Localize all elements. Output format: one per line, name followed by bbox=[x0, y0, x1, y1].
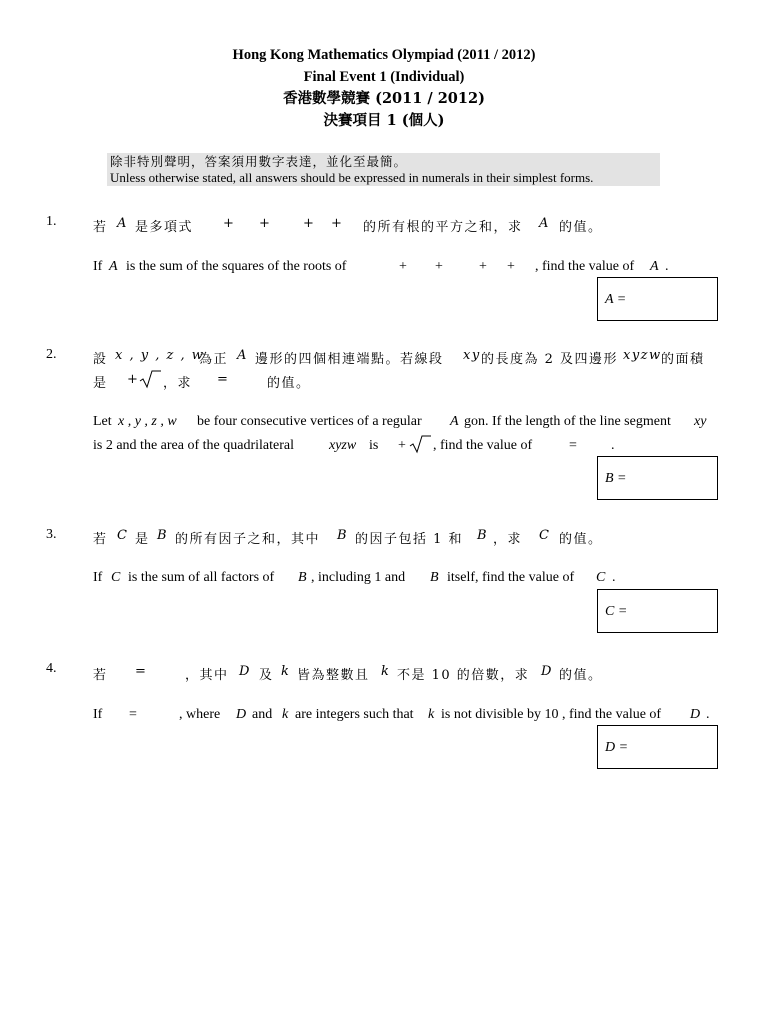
q4-en-text: , where bbox=[179, 707, 221, 722]
q2-en-text: , find the value of bbox=[433, 438, 533, 453]
q1-en-op: + bbox=[479, 259, 487, 274]
answer-box-d[interactable] bbox=[597, 725, 718, 769]
answer-box-a[interactable] bbox=[597, 277, 718, 321]
notice-en: Unless otherwise stated, all answers should be expressed in numerals in their simplest forms. bbox=[110, 170, 594, 185]
q2-zh-text: 的長度為 2 及四邊形 bbox=[481, 352, 619, 367]
question-4-number: 4. bbox=[46, 661, 57, 676]
q3-zh-var: B bbox=[337, 528, 349, 543]
question-2-zh-line-1 bbox=[93, 348, 713, 366]
q3-zh-text: 的因子包括 1 和 bbox=[355, 532, 464, 547]
title-en: Hong Kong Mathematics Olympiad (2011 / 2012) bbox=[232, 47, 536, 63]
q2-en-xyzw: xyzw bbox=[329, 438, 357, 453]
q2-en-op: = bbox=[569, 438, 577, 453]
answer-label-a: A = bbox=[605, 292, 627, 307]
answer-box-b[interactable] bbox=[597, 456, 718, 500]
question-3-number: 3. bbox=[46, 527, 57, 542]
q1-en-var: A bbox=[109, 259, 118, 274]
q1-zh-op: + bbox=[259, 216, 272, 231]
q3-en-text: itself, find the value of bbox=[447, 570, 575, 585]
q1-zh-var: A bbox=[117, 216, 128, 231]
q1-zh-op: + bbox=[331, 216, 344, 231]
instructions-notice bbox=[107, 153, 660, 186]
q4-zh-op: = bbox=[135, 664, 148, 679]
sqrt-icon bbox=[409, 435, 431, 455]
q2-en-op: + bbox=[398, 438, 406, 453]
q3-en-var: C bbox=[596, 570, 606, 585]
q3-en-text: , including 1 and bbox=[311, 570, 406, 585]
q2-zh-op: = bbox=[217, 372, 230, 387]
q1-zh-var: A bbox=[539, 216, 550, 231]
q3-zh-text: 若 bbox=[93, 532, 108, 547]
q1-en-text: , find the value of bbox=[535, 259, 635, 274]
q4-en-var: k bbox=[282, 707, 289, 722]
q1-en-op: + bbox=[507, 259, 515, 274]
q2-zh-vars: x , y , z , w bbox=[115, 348, 205, 363]
question-1-en bbox=[93, 259, 713, 277]
q2-zh-text: 為正 bbox=[199, 352, 229, 367]
q1-zh-op: + bbox=[303, 216, 316, 231]
q2-en-text: be four consecutive vertices of a regular bbox=[197, 414, 422, 429]
question-2-en-line-1 bbox=[93, 414, 718, 432]
q4-zh-var: k bbox=[281, 664, 291, 679]
q4-en-text: . bbox=[706, 707, 710, 722]
q1-en-op: + bbox=[435, 259, 443, 274]
q4-en-var: D bbox=[690, 707, 701, 722]
q2-zh-text: 的面積 bbox=[661, 352, 705, 367]
q2-zh-text: ，求 bbox=[163, 376, 193, 391]
question-1-zh bbox=[93, 216, 713, 234]
q1-en-text: is the sum of the squares of the roots of bbox=[126, 259, 347, 274]
question-3-zh bbox=[93, 528, 713, 546]
answer-label-d: D = bbox=[605, 740, 629, 755]
q2-en-text: gon. If the length of the line segment bbox=[464, 414, 671, 429]
q4-zh-text: 若 bbox=[93, 668, 108, 683]
q4-zh-var: D bbox=[239, 664, 251, 679]
q2-zh-xyzw: xyzw bbox=[623, 348, 662, 363]
question-2-number: 2. bbox=[46, 347, 57, 362]
sqrt-icon bbox=[139, 370, 161, 390]
q3-en-var: B bbox=[430, 570, 439, 585]
q2-zh-xy: xy bbox=[463, 348, 481, 363]
q1-en-var: A bbox=[650, 259, 659, 274]
q4-zh-text: 及 bbox=[259, 668, 274, 683]
q4-en-text: are integers such that bbox=[295, 707, 414, 722]
q3-zh-var: B bbox=[157, 528, 169, 543]
q3-zh-var: B bbox=[477, 528, 489, 543]
q4-en-text: and bbox=[252, 707, 273, 722]
question-3-en bbox=[93, 570, 713, 588]
q1-en-text: If bbox=[93, 259, 103, 274]
q4-zh-text: 不是 10 的倍數，求 bbox=[397, 668, 530, 683]
q3-zh-text: 的所有因子之和，其中 bbox=[175, 532, 321, 547]
q1-zh-text: 是多項式 bbox=[135, 220, 194, 235]
q2-en-var: A bbox=[450, 414, 459, 429]
q4-en-var: k bbox=[428, 707, 435, 722]
q2-zh-text: 邊形的四個相連端點。若線段 bbox=[255, 352, 444, 367]
q1-en-text: . bbox=[665, 259, 669, 274]
q3-en-text: is the sum of all factors of bbox=[128, 570, 275, 585]
q2-zh-text: 是 bbox=[93, 376, 108, 391]
title-zh: 香港數學競賽 (2011 / 2012) bbox=[283, 90, 485, 107]
q3-en-var: C bbox=[111, 570, 121, 585]
q3-zh-var: C bbox=[539, 528, 551, 543]
q3-zh-text: 是 bbox=[135, 532, 150, 547]
question-4-zh bbox=[93, 664, 713, 682]
q4-zh-var: k bbox=[381, 664, 391, 679]
q1-en-op: + bbox=[399, 259, 407, 274]
q2-en-text: Let bbox=[93, 414, 112, 429]
question-4-en bbox=[93, 707, 718, 725]
q2-en-vars: x , y , z , w bbox=[118, 414, 177, 429]
q4-zh-text: ，其中 bbox=[185, 668, 229, 683]
answer-label-c: C = bbox=[605, 604, 628, 619]
q3-en-text: If bbox=[93, 570, 103, 585]
q4-zh-text: 皆為整數且 bbox=[297, 668, 370, 683]
q2-zh-text: 設 bbox=[93, 352, 108, 367]
question-1-number: 1. bbox=[46, 214, 57, 229]
q3-zh-text: ，求 bbox=[493, 532, 523, 547]
q3-en-var: B bbox=[298, 570, 307, 585]
event-zh: 決賽項目 1 (個人) bbox=[323, 112, 445, 129]
q4-en-op: = bbox=[129, 707, 137, 722]
document-header bbox=[0, 44, 768, 132]
q2-en-xy: xy bbox=[694, 414, 707, 429]
question-2-en-line-2 bbox=[93, 438, 713, 456]
q1-zh-text: 若 bbox=[93, 220, 108, 235]
q3-zh-var: C bbox=[117, 528, 129, 543]
q4-zh-var: D bbox=[541, 664, 553, 679]
answer-label-b: B = bbox=[605, 471, 627, 486]
q4-zh-text: 的值。 bbox=[559, 668, 603, 683]
q3-en-text: . bbox=[612, 570, 616, 585]
q2-zh-var: A bbox=[237, 348, 248, 363]
q4-en-text: is not divisible by 10 , find the value of bbox=[441, 707, 662, 722]
q2-en-text: . bbox=[611, 438, 615, 453]
q2-en-text: is 2 and the area of the quadrilateral bbox=[93, 438, 294, 453]
question-2-zh-line-2 bbox=[93, 372, 713, 390]
q1-zh-op: + bbox=[223, 216, 236, 231]
event-en: Final Event 1 (Individual) bbox=[303, 69, 465, 85]
q1-zh-text: 的所有根的平方之和，求 bbox=[363, 220, 523, 235]
q4-en-var: D bbox=[236, 707, 247, 722]
q3-zh-text: 的值。 bbox=[559, 532, 603, 547]
q1-zh-text: 的值。 bbox=[559, 220, 603, 235]
notice-zh: 除非特別聲明，答案須用數字表達，並化至最簡。 bbox=[110, 154, 408, 169]
q2-en-text: is bbox=[369, 438, 379, 453]
q4-en-text: If bbox=[93, 707, 103, 722]
q2-zh-text: 的值。 bbox=[267, 376, 311, 391]
answer-box-c[interactable] bbox=[597, 589, 718, 633]
q2-zh-op: + bbox=[127, 372, 140, 387]
